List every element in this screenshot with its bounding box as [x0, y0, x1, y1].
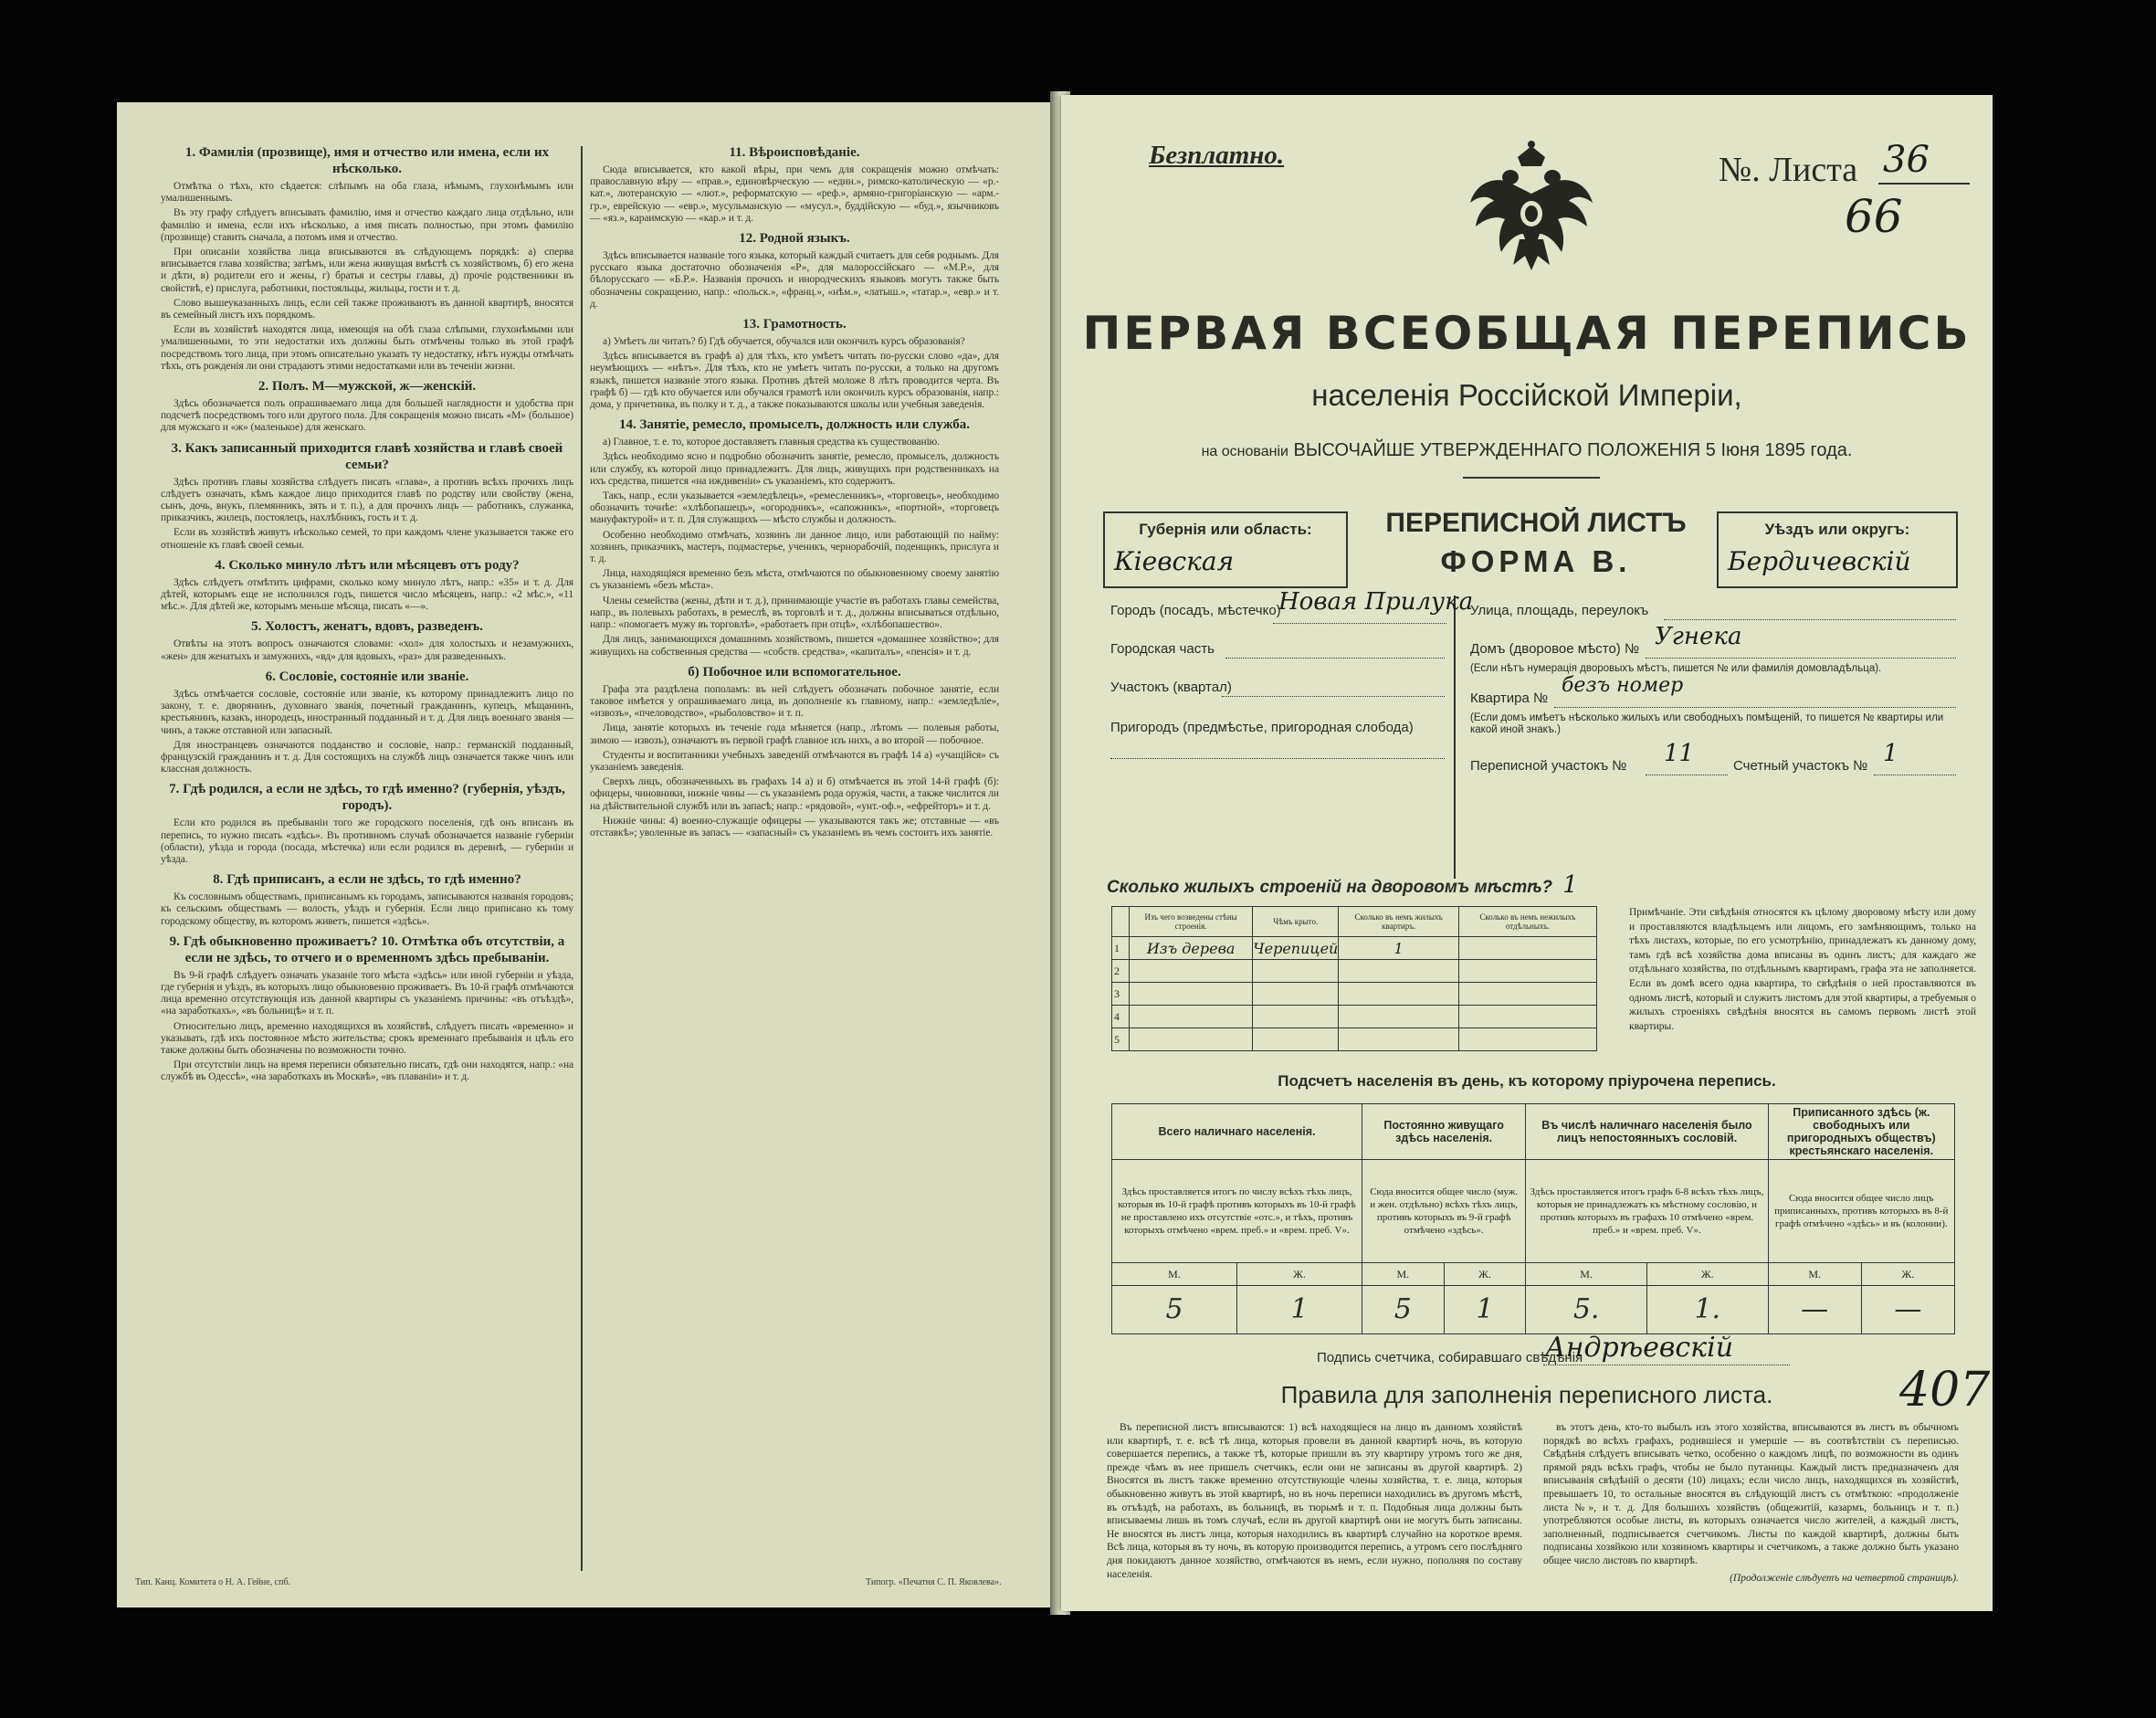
paragraph: Здѣсь необходимо ясно и подробно обозначить занятіе, ремесло, промыселъ, должность или службу, къ которой лицо принадлежитъ. Для лицъ, живущихъ при родственникахъ на ихъ средства, пишется «на иждивеніи» съ указаніемъ, кто содержитъ. [590, 451, 999, 487]
section-heading: 4. Сколько минуло лѣтъ или мѣсяцевъ отъ роду? [215, 557, 520, 573]
section-heading: 13. Грамотность. [742, 317, 847, 332]
buildings-cell-roof [1253, 1028, 1339, 1051]
suburb-label: Пригородъ (предмѣстье, пригородная слобода) [1110, 720, 1414, 735]
paragraph: Если въ хозяйствѣ находятся лица, имеющія на обѣ глаза слѣпыми, глухонѣмыми или умалишенными, то эти недостатки ихъ должны быть отмѣчены только въ этой графѣ посредствомъ того лица, при этомъ описательно указать ту недостатку, нѣтъ нужды отмѣчать тѣхъ, отъ рожденія ли они страдаютъ этими недостатками или въ теченіи жизни. [161, 324, 573, 372]
rules-left-column [1107, 1421, 1522, 1581]
sex-label: Ж. [1861, 1263, 1954, 1286]
basis-text: ВЫСОЧАЙШЕ УТВЕРЖДЕННАГО ПОЛОЖЕНІЯ 5 Іюня 1895 года. [1293, 440, 1853, 460]
section-heading: б) Побочное или вспомогательное. [688, 664, 901, 680]
paragraph: Если кто родился въ пребываніи того же городского поселенія, гдѣ онъ вписанъ въ перепись, то нужно писать «здѣсь». Въ противномъ случаѣ обозначается названіе губерніи (области), уѣзда и города (посада, мѣстечка) или если родился въ деревнѣ, — губерніи и уѣзда. [161, 817, 573, 865]
buildings-note: Примѣчаніе. Эти свѣдѣнія относятся къ цѣлому дворовому мѣсту или дому и проставляются владѣльцемъ или лицомъ, его замѣняющимъ, только на тѣхъ листахъ, которые, по его усмотрѣнію, принадлежатъ къ данному дому, тамъ гдѣ всѣ хозяйства дома вписаны въ одинъ листъ; для каждаго же отдѣльнаго хозяйства, по отдѣльнымъ квартирамъ, графа эта не заполняется. Если въ домѣ всего одна квартира, то свѣдѣнія о ней проставляются въ одномъ листѣ, который и служитъ листомъ для этой квартиры, а требуемыя о жилыхъ строеніяхъ свѣдѣнія вносятся въ самомъ первомъ листѣ этой квартиры. [1629, 907, 1976, 1032]
population-table [1111, 1103, 1955, 1334]
city-value: Новая Прилука [1278, 588, 1474, 616]
form-name [1362, 508, 1709, 579]
buildings-cell-roof [1253, 960, 1339, 983]
right-footer-printer: Типогр. «Печатня С. П. Яковлева». [866, 1577, 1002, 1587]
paragraph: Въ 9-й графѣ слѣдуетъ означать указаніе того мѣста «здѣсь» или иной губерніи и уѣзда, где губернія и уѣздъ, въ которыхъ лицо обыкновенно проживаетъ. Въ 10-й графѣ отмѣчаются лица временно отсутствующія изъ данной квартиры съ указаніемъ причины: «въ отъѣздѣ», «на заработкахъ», «въ больницѣ» и т. п. [161, 969, 573, 1017]
basis-prefix: на основаніи [1201, 444, 1288, 459]
paragraph: Здѣсь противъ главы хозяйства слѣдуетъ писать «глава», а противъ всѣхъ прочихъ лицъ слѣдуетъ означать, кѣмъ каждое лицо приходится главѣ по родству или свойству (жена, сынъ, дочь, внукъ, племянникъ, зять и т. п.), а для прочихъ лицъ — работникъ, служанка, приказчикъ, жилецъ, постоялецъ, нахлѣбникъ, гость и т. д. [161, 476, 573, 524]
buildings-row [1112, 960, 1597, 983]
buildings-cell-apartments [1339, 1006, 1459, 1028]
section-heading: 6. Сословіе, состояніе или званіе. [265, 669, 469, 684]
buildings-cell-num: 3 [1112, 983, 1130, 1006]
buildings-header: Изъ чего возведены стѣны строенія. [1130, 907, 1253, 937]
buildings-cell-walls: Изъ дерева [1130, 937, 1253, 960]
paragraph: Сюда вписывается, кто какой вѣры, при чемъ для сокращенія можно отмѣчать: православную вѣру — «прав.», единовѣрческую — «един.», римско-католическую — «р.-кат.», лютеранскую — «лют.», реформатскую — «реф.», армяно-григоріанскую — «арм.-гр.», еврейскую — «евр.», мусульманскую — «мусул.», буддійскую — «буд.», язычниковъ — «яз.», караимскую — «кар.» и т. д. [590, 164, 999, 224]
census-section-value: 11 [1664, 740, 1695, 767]
population-value: 1. [1646, 1286, 1768, 1334]
buildings-cell-nonres [1458, 937, 1596, 960]
paragraph: Здѣсь вписывается въ графѣ а) для тѣхъ, кто умѣетъ читать по-русски слово «да», для неумѣющихъ — «нѣтъ». Для тѣхъ, кто не умѣетъ читать по-русски, а только на другомъ языкѣ, пишется названіе этого языка. Противъ дѣтей моложе 8 лѣтъ проводится черта. Въ графѣ б) — гдѣ кто обучается или обучался грамотѣ или окончилъ курсъ образованія, напр.: дома, у причетника, въ полку и т. д., а также показываются школы или учебныя заведенія. [590, 351, 999, 411]
population-group-title: Всего наличнаго населенія. [1112, 1104, 1362, 1160]
buildings-cell-walls [1130, 983, 1253, 1006]
address-divider [1454, 596, 1456, 879]
population-value: — [1768, 1286, 1861, 1334]
sheet-number-rule [1878, 183, 1970, 184]
buildings-header: Чѣмъ крыто. [1253, 907, 1339, 937]
district-line [1225, 658, 1445, 659]
section-heading: 9. Гдѣ обыкновенно проживаетъ? 10. Отмѣтка объ отсутствіи, а если не здѣсь, то отчего и о временномъ здѣсь пребываніи. [169, 933, 565, 965]
uezd-box [1717, 511, 1958, 588]
city-line [1273, 623, 1446, 624]
right-page [1061, 95, 1993, 1611]
archive-number: 407 [1899, 1363, 1991, 1418]
paragraph: Слово вышеуказанныхъ лицъ, если сей также проживаютъ въ данной квартирѣ, вносятся въ семейный листъ ихъ порядкомъ. [161, 297, 573, 321]
section-heading: 11. Вѣроисповѣданіе. [729, 145, 860, 160]
rules-title: Правила для заполненія переписного листа. [1280, 1381, 1773, 1408]
buildings-cell-nonres [1458, 1028, 1596, 1051]
buildings-cell-nonres [1458, 1006, 1596, 1028]
census-basis [1061, 440, 1993, 461]
section-line [1222, 696, 1445, 697]
gubernia-label: Губернія или область: [1139, 521, 1312, 538]
paragraph: Члены семейства (жены, дѣти и т. д.), принимающіе участіе въ работахъ главы семейства, напр., въ полевыхъ работахъ, в ремеслѣ, въ торговлѣ и т. д., должны вписываться отдѣльно, напр.: «помогаетъ мужу въ торговлѣ», «работаетъ при отцѣ», «хлѣбопашество». [590, 595, 999, 631]
paragraph: Студенты и воспитанники учебныхъ заведеній отмѣчаются въ графѣ 14 а) «учащійся» съ указаніемъ заведенія. [590, 749, 999, 773]
left-footer-printer: Тип. Канц. Комитета о Н. А. Гейне, спб. [135, 1577, 291, 1587]
section-heading: 12. Родной языкъ. [739, 231, 850, 247]
paragraph: Для иностранцевъ означаются подданство и сословіе, напр.: германскій подданный, французскій гражданинъ и т. д. Для состоящихъ на службѣ лицъ означается также чинъ или классная должность. [161, 739, 573, 775]
paragraph: Лица, находящіяся временно безъ мѣста, отмѣчаются по обыкновенному своему занятію съ указаніемъ «безъ мѣста». [590, 568, 999, 592]
buildings-table [1111, 906, 1597, 1051]
free-label: Безплатно. [1149, 141, 1285, 170]
buildings-cell-roof [1253, 983, 1339, 1006]
form-name-line-2: ФОРМА В. [1440, 544, 1632, 578]
counting-section-label: Счетный участокъ № [1733, 758, 1868, 774]
sex-label: Ж. [1646, 1263, 1768, 1286]
paragraph: а) Главное, т. е. то, которое доставляетъ главныя средства къ существованію. [603, 437, 940, 448]
city-label: Городъ (посадъ, мѣстечко) [1110, 603, 1281, 618]
buildings-header-blank [1112, 907, 1130, 937]
census-count-title: Подсчетъ населенія въ день, къ которому пріурочена перепись. [1278, 1072, 1776, 1090]
paragraph: Отвѣты на этотъ вопросъ означаются словами: «хол» для холостыхъ и незамужнихъ, «жен» для женатыхъ и замужнихъ, «вд» для вдовыхъ, «раз» для разведенныхъ. [161, 638, 573, 662]
rules-right-column [1543, 1421, 1959, 1585]
paragraph: Особенно необходимо отмѣчать, хозяинъ ли данное лицо, или работающій по найму: хозяинъ, приказчикъ, мастеръ, подмастерье, ученикъ, чернорабочій, поденщикъ, прислуга и т. д. [590, 529, 999, 565]
paragraph: Сверхъ лицъ, обозначенныхъ въ графахъ 14 а) и б) отмѣчается въ этой 14-й графѣ (б): офицеры, чиновники, нижніе чины — съ указаніемъ рода оружія, части, а также числится ли на дѣйствительной службѣ или въ запасѣ; напр.: «рядовой», «унт.-оф.», «ефрейторъ» и т. д. [590, 776, 999, 812]
paragraph: Графа эта раздѣлена пополамъ: въ ней слѣдуетъ обозначать побочное занятіе, если таковое имѣется у опрашиваемаго лица, въ дополненіе къ главному, напр.: «земледѣліе», «извозъ», «пчеловодство», «рыболовство» и т. п. [590, 683, 999, 720]
buildings-header: Сколько въ немъ жилыхъ квартиръ. [1339, 907, 1459, 937]
left-page [117, 102, 1050, 1607]
street-label: Улица, площадь, переулокъ [1470, 603, 1649, 618]
form-name-line-1: ПЕРЕПИСНОЙ ЛИСТЪ [1385, 508, 1687, 538]
sex-label: М. [1362, 1263, 1445, 1286]
population-value: 5. [1526, 1286, 1647, 1334]
sheet-number-value: 36 [1883, 139, 1930, 181]
population-group-desc: Здѣсь проставляется итогъ по числу всѣхъ тѣхъ лицъ, которыя въ 10-й графѣ противъ которыхъ въ 10-й графѣ не проставлено ихъ отсутствіе «отс.», и тѣхъ, противъ которыхъ отмѣчено «врем. преб.» и «врем. преб. V». [1112, 1160, 1362, 1263]
buildings-header: Сколько въ немъ нежилыхъ отдѣльныхъ. [1458, 907, 1596, 937]
buildings-cell-walls [1130, 960, 1253, 983]
population-value: 5 [1112, 1286, 1237, 1334]
census-section-label: Переписной участокъ № [1470, 758, 1627, 774]
section-heading: 14. Занятіе, ремесло, промыселъ, должность или служба. [618, 417, 971, 433]
paragraph: При описаніи хозяйства лица вписываются въ слѣдующемъ порядкѣ: а) сперва вписывается глава хозяйства; затѣмъ, или жена живущая вмѣстѣ съ хозяйствомъ, б) его жена и дѣти, в) родители его и жены, г) братья и сестры главы, д) прочіе родственники въ свойствѣ, е) прислуга, работники, постояльцы, жильцы, гости и т. д. [161, 247, 573, 294]
buildings-cell-roof: Черепицей [1253, 937, 1339, 960]
house-value: Угнека [1655, 623, 1742, 650]
census-title: ПЕРВАЯ ВСЕОБЩАЯ ПЕРЕПИСЬ [1082, 307, 1972, 360]
sheet-number-label: №. Листа [1719, 151, 1858, 189]
buildings-cell-num: 2 [1112, 960, 1130, 983]
paragraph: Здѣсь слѣдуетъ отмѣтить цифрами, сколько кому минуло лѣтъ, напр.: «35» и т. д. Для дѣтей, которымъ еще не исполнился годъ, пишется число мѣсяцевъ, напр.: «2 мѣс.», «11 мѣс.». Для дѣтей же, которымъ меньше мѣсяца, писать «—». [161, 576, 573, 613]
section-heading: 5. Холостъ, женатъ, вдовъ, разведенъ. [251, 619, 483, 635]
population-table-body [1112, 1104, 1955, 1334]
signature-value: Андрѣевскій [1545, 1332, 1734, 1364]
suburb-line [1110, 758, 1445, 759]
section-heading: 8. Гдѣ приписанъ, а если не здѣсь, то гдѣ именно? [213, 872, 521, 888]
population-value: 1 [1444, 1286, 1526, 1334]
buildings-cell-nonres [1458, 983, 1596, 1006]
left-column-2 [590, 139, 999, 1544]
buildings-row [1112, 937, 1597, 960]
buildings-cell-num: 1 [1112, 937, 1130, 960]
left-column-1 [161, 139, 573, 1544]
house-label: Домъ (дворовое мѣсто) № [1470, 641, 1640, 657]
section-heading: 2. Полъ. М—мужской, ж—женскій. [258, 379, 477, 395]
section-label: Участокъ (квартал) [1110, 680, 1232, 695]
population-group-title: Въ числѣ наличнаго населенія было лицъ непостоянныхъ сословій. [1526, 1104, 1768, 1160]
gubernia-value: Кіевская [1114, 546, 1235, 576]
paragraph: а) Умѣетъ ли читать? б) Гдѣ обучается, обучался или окончилъ курсъ образованія? [603, 336, 965, 348]
apartment-label: Квартира № [1470, 690, 1549, 706]
buildings-cell-num: 5 [1112, 1028, 1130, 1051]
buildings-cell-num: 4 [1112, 1006, 1130, 1028]
paragraph: Лица, занятіе которыхъ въ теченіе года мѣняется (напр., лѣтомъ — полевыя работы, зимою — извозъ), означаютъ въ первой графѣ главное изъ нихъ, а во второй — побочное. [590, 722, 999, 746]
buildings-cell-apartments [1339, 983, 1459, 1006]
counting-section-value: 1 [1883, 740, 1898, 767]
district-label: Городская часть [1110, 641, 1215, 657]
sex-label: М. [1112, 1263, 1237, 1286]
house-line [1646, 658, 1956, 659]
population-value: 5 [1362, 1286, 1445, 1334]
section-heading: 1. Фамилія (прозвище), имя и отчество или имена, если их нѣсколько. [184, 145, 550, 176]
paragraph: Здѣсь отмѣчается сословіе, состояніе или званіе, къ которому принадлежитъ лицо по закону, т. е. дворянинъ, духовнаго званія, почетный гражданинъ, купецъ, мѣщанинъ, крестьянинъ, казакъ, инородецъ, иностранный подданный и т. д. Для лицъ военнаго званія — чинъ, а также отставной или запасный. [161, 688, 573, 736]
buildings-row [1112, 983, 1597, 1006]
population-group-desc: Сюда вносится общее число лицъ приписанныхъ, противъ которыхъ въ 8-й графѣ отмѣчено «здѣсь» и въ (колонии). [1768, 1160, 1954, 1263]
paragraph: Къ сословнымъ обществамъ, приписанымъ къ городамъ, записываются названія городовъ; къ сельскимъ обществамъ — волость, уѣздъ и губернія. Если лицо приписано къ тому городскому обществу, въ которомъ живетъ, пишется «здѣсь». [161, 891, 573, 927]
rules-left-text: Въ переписной листъ вписываются: 1) всѣ находящіеся на лицо въ данномъ хозяйствѣ или квартирѣ, т. е. всѣ тѣ лица, которыя провели въ данной квартирѣ ночь, въ которую совершается перепись, а также тѣ, которые пришли въ эту квартиру утромъ того же дня, прежде чѣмъ въ нее пришелъ счетчикъ, если они не записаны въ другой квартирѣ. 2) Вносятся въ листъ также временно отсутствующіе члены хозяйства, т. е. лица, которыя обыкновенно живутъ въ этой квартирѣ, но въ ночь переписи находились въ другомъ мѣстѣ, въ отъѣздѣ, на работахъ, въ больницѣ, въ тюрьмѣ и т. п. Подобныя лица должны быть вписываемы лишь въ томъ случаѣ, если въ другой квартирѣ они не могутъ быть записаны. Не вносятся въ листъ лица, которыя находились въ квартирѣ случайно на короткое время. Всѣ лица, которыя въ ту ночь, въ которую производится перепись, а утромъ сего послѣдняго дня покидаютъ данное хозяйство, отмѣчаются въ немъ, если нужно, пополняя по составу населенія. [1107, 1422, 1522, 1580]
paragraph: Если въ хозяйствѣ живутъ нѣсколько семей, то при каждомъ члене указывается также его отношеніе къ главѣ своей семьи. [161, 527, 573, 551]
apartment-value: безъ номер [1562, 674, 1684, 697]
population-group-title: Постоянно живущаго здѣсь населенія. [1362, 1104, 1526, 1160]
paragraph: Отмѣтка о тѣхъ, кто сѣдается: слѣпымъ на оба глаза, нѣмымъ, глухонѣмымъ или умалишеннымъ. [161, 181, 573, 205]
paragraph: Здѣсь обозначается полъ опрашиваемаго лица для большей наглядности и удобства при подсчетѣ посредствомъ того или другого пола. Для сокращенія можно писать «М» (большое) для мужскаго и «ж» (маленькое) для женскаго. [161, 398, 573, 434]
buildings-cell-apartments [1339, 1028, 1459, 1051]
paragraph: Въ эту графу слѣдуетъ вписывать фамилію, имя и отчество каждаго лица отдѣльно, или фамилію и имена, если ихъ нѣсколько, а имя писать полностью, при этомъ фамилію (прозвище) ставить сначала, а потомъ имя и отчество. [161, 207, 573, 243]
apartment-line [1554, 707, 1956, 708]
rules-right-text: въ этотъ день, кто-то выбылъ изъ этого хозяйства, вписываются въ листъ въ обычномъ порядкѣ во всѣхъ графахъ, родившіеся и умершіе — въ соотвѣтствіи съ переписью. Свѣдѣнія слѣдуетъ вписывать четко, особенно о каждомъ лицѣ, по возможности въ одинъ прямой рядъ всѣхъ графъ, чтобы не было путаницы. Каждый листъ предназначенъ для вписыванія свѣдѣній о десяти (10) лицахъ; если число лицъ, находящихся въ хозяйствѣ, превышаетъ 10, то остальные вносятся въ слѣдующій листъ съ отмѣткою: «продолженіе листа №», и т. д. Для большихъ хозяйствъ (общежитій, казармъ, больницъ и т. п.) употребляются особые листы, въ которыхъ означается число жителей, а каждый листъ, заполненный, подписывается счетчикомъ. Листы по каждой квартирѣ, должны быть подписаны хозяйкою или хозяиномъ квартиры и счетчикомъ, а также должно быть указано общее число листовъ по квартирѣ. [1543, 1422, 1959, 1566]
buildings-cell-walls [1130, 1028, 1253, 1051]
uezd-label: Уѣздъ или округъ: [1764, 521, 1910, 538]
paragraph: Относительно лицъ, временно находящихся въ хозяйствѣ, слѣдуетъ писать «временно» и указывать, гдѣ ихъ постоянное мѣсто жительства; срокъ временнаго пребыванія и цѣль его также должны быть обозначены по возможности точно. [161, 1020, 573, 1056]
section-heading: 7. Гдѣ родился, а если не здѣсь, то гдѣ именно? (губернія, уѣздъ, городъ). [169, 782, 565, 814]
buildings-row [1112, 1006, 1597, 1028]
houses-value: 1 [1562, 871, 1578, 899]
column-divider [581, 146, 583, 1571]
census-subtitle: населенія Россійской Имперіи, [1311, 378, 1742, 412]
sheet-number-note: 66 [1845, 190, 1903, 243]
basis-rule [1463, 477, 1600, 479]
uezd-value: Бердичевскій [1728, 546, 1911, 576]
gubernia-box [1103, 511, 1348, 588]
population-value: 1 [1236, 1286, 1362, 1334]
sex-label: М. [1768, 1263, 1861, 1286]
population-group-desc: Сюда вносится общее число (муж. и жен. отдѣльно) всѣхъ тѣхъ лицъ, противъ которыхъ въ 9-й графѣ отмѣчено «здѣсь». [1362, 1160, 1526, 1263]
houses-question [1107, 871, 1578, 899]
buildings-cell-roof [1253, 1006, 1339, 1028]
buildings-table-body [1112, 907, 1597, 1051]
rules-footnote: (Продолженіе слѣдуетъ на четвертой страницѣ). [1730, 1572, 1959, 1584]
paragraph: При отсутствіи лицъ на время переписи обязательно писать, гдѣ они находятся, напр.: «на службѣ въ Одессѣ», «на заработкахъ въ Москвѣ», «въ плаваніи» и т. д. [161, 1059, 573, 1083]
population-value: — [1861, 1286, 1954, 1334]
population-group-title: Приписанного здѣсь (ж. свободныхъ или пригородныхъ обществъ) крестьянскаго населенія. [1768, 1104, 1954, 1160]
sex-label: Ж. [1236, 1263, 1362, 1286]
buildings-cell-walls [1130, 1006, 1253, 1028]
houses-question-text: Сколько жилыхъ строеній на дворовомъ мѣстѣ? [1107, 878, 1552, 897]
buildings-cell-apartments [1339, 960, 1459, 983]
paragraph: Нижніе чины: 4) военно-служащіе офицеры — указываются такъ же; отставные — «въ отставкѣ»; уволенные въ запасъ — «запасный» съ указаніемъ въ чемъ состоитъ ихъ занятіе. [590, 815, 999, 838]
sex-label: Ж. [1444, 1263, 1526, 1286]
signature-label: Подпись счетчика, собиравшаго свѣдѣнія [1317, 1350, 1583, 1365]
population-group-desc: Здѣсь проставляется итогъ графъ 6-8 всѣхъ тѣхъ лицъ, которыя не принадлежатъ къ мѣстному сословію, и противъ которыхъ въ графахъ 10 отмѣчено «врем. преб.» и «врем. преб. V». [1526, 1160, 1768, 1263]
section-heading: 3. Какъ записанный приходится главѣ хозяйства и главѣ своей семьи? [171, 440, 563, 472]
buildings-row [1112, 1028, 1597, 1051]
street-line [1664, 619, 1956, 620]
paragraph: Для лицъ, занимающихся домашнимъ хозяйствомъ, пишется «домашнее хозяйство»; для живущихъ на собственныя средства — «собств. средства», «капиталъ», «пенсія» и т. д. [590, 634, 999, 658]
apartment-note: (Если домъ имѣетъ нѣсколько жилыхъ или свободныхъ помѣщеній, то пишется № квартиры или какой иной знакъ.) [1470, 712, 1944, 735]
sex-label: М. [1526, 1263, 1647, 1286]
double-headed-eagle-icon [1463, 139, 1600, 276]
paragraph: Здѣсь вписывается названіе того языка, который каждый считаетъ для себя роднымъ. Для русскаго языка достаточно обозначенія «Р», для малороссійскаго — «М.Р.», для бѣлорусскаго — «Б.Р.». Названія прочихъ и инородческихъ языковъ могутъ также быть обозначены сокращенно, напр.: «польск.», «франц.», «нѣм.», «латыш.», «татар.», «евр.» и т. д. [590, 250, 999, 310]
buildings-cell-nonres [1458, 960, 1596, 983]
buildings-cell-apartments: 1 [1339, 937, 1459, 960]
house-note: (Если нѣтъ нумерація дворовыхъ мѣстъ, пишется № или фамилія домовладѣльца). [1470, 663, 1882, 674]
paragraph: Такъ, напр., если указывается «земледѣлецъ», «ремесленникъ», «торговецъ», необходимо обозначить точнѣе: «хлѣбопашецъ», «огородникъ», «сапожникъ», «портной», «торговецъ мануфактурой» и т. п. Для служащихъ — мѣсто службы и должность. [590, 490, 999, 526]
